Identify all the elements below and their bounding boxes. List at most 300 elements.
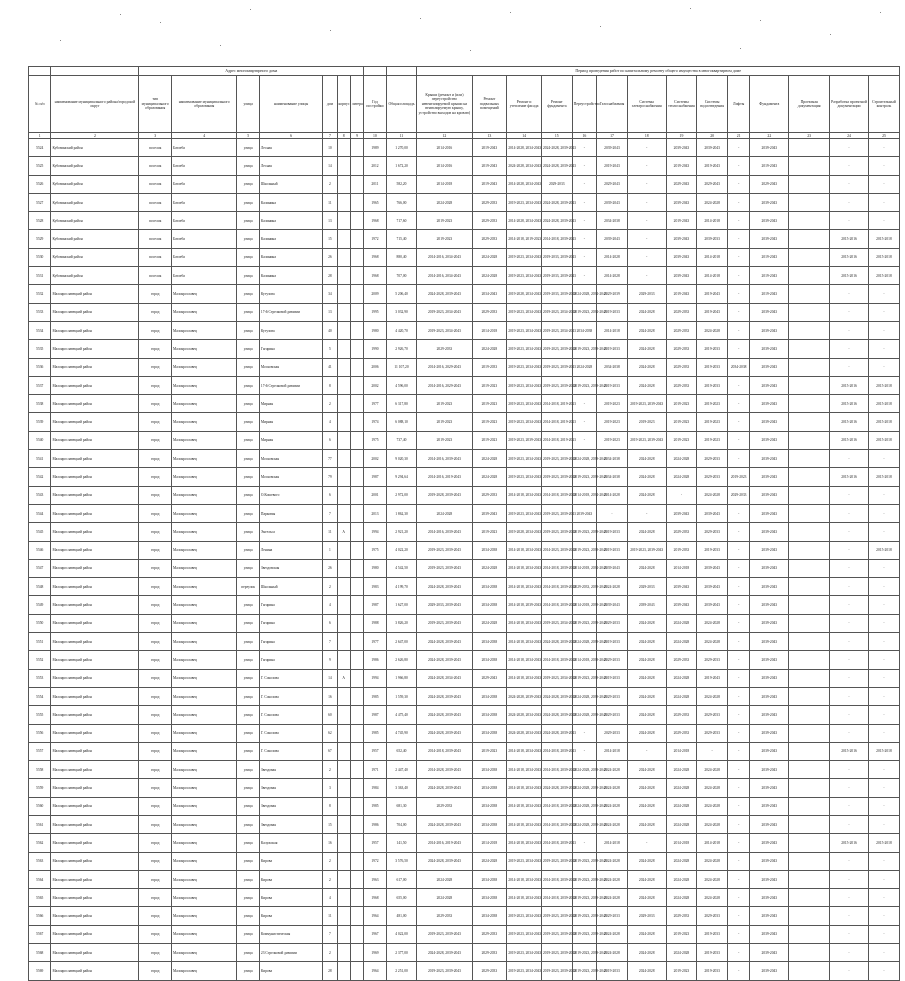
column-header: Ремонт и утепление фасада [507, 76, 542, 133]
table-cell: 2019-2023, 2039-2043 [541, 468, 572, 486]
table-cell: 2024-2028 [472, 248, 507, 266]
table-row [29, 340, 900, 358]
table-cell: 2019-2023 [472, 376, 507, 394]
table-cell: 2029-2033 [666, 523, 697, 541]
table-cell: 2019-2023, 2039-2043 [627, 541, 666, 559]
column-header: литера [350, 76, 363, 133]
table-cell: - [868, 486, 899, 504]
table-cell: 2039-2043 [750, 340, 789, 358]
table-cell: улица [237, 248, 259, 266]
table-cell: 2034-2038 [472, 687, 507, 705]
table-cell [789, 669, 830, 687]
table-cell: 2029-2033 [666, 358, 697, 376]
table-cell [350, 267, 363, 285]
table-cell: 2024-2028 [627, 486, 666, 504]
table-cell: город [139, 706, 172, 724]
table-row [29, 852, 900, 870]
table-cell: 2039-2043 [750, 651, 789, 669]
table-cell: Мирная [259, 431, 322, 449]
table-cell [789, 321, 830, 339]
table-cell: 77 [323, 450, 337, 468]
table-cell: 2015-2018 [868, 395, 899, 413]
table-cell: 2024-2028 [472, 852, 507, 870]
table-row [29, 157, 900, 175]
table-cell: 2024-2028 [697, 761, 728, 779]
table-cell: - [727, 889, 749, 907]
table-cell: 2019-2033 [697, 358, 728, 376]
table-cell: 2024-2028 [627, 468, 666, 486]
table-cell: 2024-2028, 2039-2043 [572, 779, 597, 797]
table-cell: 2014-2016 [417, 139, 472, 157]
table-cell: 5535 [29, 340, 51, 358]
table-cell: 2 [323, 852, 337, 870]
table-cell: - [868, 761, 899, 779]
table-cell: 2019-2023 [472, 413, 507, 431]
table-cell: - [572, 230, 597, 248]
table-cell: Кубовинский район [51, 248, 139, 266]
table-cell: 481,00 [386, 907, 417, 925]
table-cell: 2039-2043 [750, 834, 789, 852]
table-cell: 1985 [364, 724, 386, 742]
table-cell: 2024-2028 [697, 633, 728, 651]
table-cell: 2019-2023, 2039-2043 [541, 450, 572, 468]
table-cell: - [666, 486, 697, 504]
table-cell: 2024-2028 [627, 376, 666, 394]
table-cell: Звездовая [259, 797, 322, 815]
table-cell: 2034-2038 [472, 724, 507, 742]
table-cell [789, 687, 830, 705]
table-cell: - [727, 321, 749, 339]
table-cell: 2039-2043 [750, 212, 789, 230]
table-cell: улица [237, 450, 259, 468]
table-row [29, 815, 900, 833]
table-cell: 2039-2043 [697, 504, 728, 522]
table-cell: 2024-2028 [666, 815, 697, 833]
table-cell: 2039-2043 [750, 450, 789, 468]
table-cell [350, 578, 363, 596]
table-cell: Малоярославец [172, 376, 237, 394]
table-cell: 2024-2028 [627, 889, 666, 907]
table-cell: 2034-2038 [472, 797, 507, 815]
table-cell: 6 [323, 431, 337, 449]
table-cell: 2019-2023 [697, 413, 728, 431]
table-cell: 2019-2033 [697, 962, 728, 980]
table-cell: 2024-2028, 2039-2043 [541, 212, 572, 230]
table-cell: 5562 [29, 834, 51, 852]
table-cell: - [868, 139, 899, 157]
table-cell: улица [237, 907, 259, 925]
table-cell: - [572, 193, 597, 211]
table-cell: 2014-2018, 2034-2043 [507, 559, 542, 577]
table-cell: Кубовинский район [51, 212, 139, 230]
table-cell: 2039-2043 [666, 596, 697, 614]
table-row [29, 230, 900, 248]
table-cell: 2024-2028 [666, 450, 697, 468]
table-cell: Лесная [259, 157, 322, 175]
table-cell: 2014-2028, 2034-2043 [507, 139, 542, 157]
table-cell: 9 294,64 [386, 468, 417, 486]
table-cell: 2019-2023, 2034-2043 [507, 193, 542, 211]
table-cell: 2034-2038 [597, 468, 628, 486]
table-cell [350, 340, 363, 358]
table-cell: 2034-2038 [597, 212, 628, 230]
table-cell: 2019-2023 [697, 395, 728, 413]
table-cell: 2039-2043 [666, 139, 697, 157]
table-cell: 2 [323, 870, 337, 888]
table-cell: 2019-2023, 2039-2043 [572, 925, 597, 943]
table-cell: 2019-2023 [417, 230, 472, 248]
table-cell: 5553 [29, 669, 51, 687]
table-cell [350, 230, 363, 248]
table-cell: 2019-2023, 2034-2043 [507, 321, 542, 339]
table-cell: 2024-2028 [472, 340, 507, 358]
table-cell: улица [237, 761, 259, 779]
table-cell [350, 834, 363, 852]
table-cell: Малоярославецкий район [51, 669, 139, 687]
table-cell: 2 [323, 578, 337, 596]
table-cell: Кубовинский район [51, 193, 139, 211]
table-cell: 13 [323, 303, 337, 321]
table-cell: 2014-2016, 2019-2043 [417, 834, 472, 852]
table-cell: Малоярославецкий район [51, 907, 139, 925]
table-cell: - [868, 285, 899, 303]
scan-speck [830, 34, 831, 35]
table-cell: 2029-2033 [697, 651, 728, 669]
table-cell: поселок [139, 230, 172, 248]
table-cell: - [627, 267, 666, 285]
table-cell: 2024-2028 [597, 944, 628, 962]
table-cell: 2029-2033 [472, 962, 507, 980]
table-cell: 2024-2028 [627, 669, 666, 687]
table-row [29, 889, 900, 907]
table-cell: город [139, 944, 172, 962]
table-cell: 2019-2023, 2039-2043 [572, 468, 597, 486]
table-cell: 2024-2028 [597, 870, 628, 888]
table-cell: город [139, 925, 172, 943]
table-cell: 2039-2043 [750, 907, 789, 925]
table-cell: 5528 [29, 212, 51, 230]
column-number: 21 [727, 133, 749, 139]
table-cell: 2014-2018, 2019-2023 [541, 413, 572, 431]
table-cell: 2015-2018 [868, 468, 899, 486]
table-cell: - [868, 340, 899, 358]
table-cell: город [139, 962, 172, 980]
table-cell: 23 Стрелковой дивизии [259, 944, 322, 962]
table-cell: - [727, 431, 749, 449]
table-cell: - [727, 504, 749, 522]
table-cell: 2015-2016 [830, 230, 869, 248]
table-row [29, 578, 900, 596]
table-cell: - [830, 925, 869, 943]
table-cell [337, 633, 350, 651]
table-cell: 16 [323, 687, 337, 705]
table-cell [789, 212, 830, 230]
table-cell: 2034-2038 [727, 358, 749, 376]
table-cell: - [868, 779, 899, 797]
table-cell: 2024-2028, 2039-2043 [417, 724, 472, 742]
table-cell: 16 [323, 834, 337, 852]
table-cell: город [139, 321, 172, 339]
table-cell: 2019-2043 [666, 157, 697, 175]
table-cell: 2029-2033 [666, 706, 697, 724]
table-cell: 2039-2043 [666, 248, 697, 266]
table-cell: - [572, 724, 597, 742]
table-cell: 2019-2023, 2039-2043 [541, 907, 572, 925]
table-cell: 2014-2028 [597, 267, 628, 285]
table-cell: 2015-2016 [830, 468, 869, 486]
table-cell: 2039-2043 [750, 541, 789, 559]
table-cell: улица [237, 944, 259, 962]
table-cell: 2024-2028 [666, 870, 697, 888]
table-cell: 5556 [29, 724, 51, 742]
table-cell: 2024-2028 [627, 944, 666, 962]
table-cell: 2019-2043 [750, 267, 789, 285]
table-cell [789, 761, 830, 779]
table-cell: 2012 [364, 157, 386, 175]
table-cell: 5 206,40 [386, 285, 417, 303]
table-cell [789, 596, 830, 614]
table-cell [337, 267, 350, 285]
table-cell: улица [237, 303, 259, 321]
table-cell: 2029-2033 [666, 651, 697, 669]
table-cell: 2019-2023, 2039-2043 [572, 614, 597, 632]
table-cell: Малоярославецкий район [51, 852, 139, 870]
table-cell [789, 358, 830, 376]
table-cell: - [727, 139, 749, 157]
table-cell: 2015-2018 [868, 230, 899, 248]
table-cell: - [830, 486, 869, 504]
column-header-row [29, 76, 900, 133]
table-cell: улица [237, 797, 259, 815]
table-cell: 2014-2018 [666, 834, 697, 852]
table-cell: - [830, 303, 869, 321]
table-cell: город [139, 358, 172, 376]
table-cell: 2024-2028 [666, 797, 697, 815]
table-cell: - [727, 962, 749, 980]
table-cell: 2024-2028 [597, 797, 628, 815]
table-cell: 2029-2033 [417, 340, 472, 358]
table-cell: 2019-2033 [597, 669, 628, 687]
table-cell: - [830, 193, 869, 211]
table-row [29, 468, 900, 486]
table-cell: 2019-2023, 2034-2043 [507, 248, 542, 266]
table-cell: - [868, 944, 899, 962]
table-cell: город [139, 504, 172, 522]
table-cell: улица [237, 230, 259, 248]
table-cell: Гагарина [259, 633, 322, 651]
column-number: 16 [572, 133, 597, 139]
table-cell: Кутузова [259, 285, 322, 303]
table-cell: - [868, 157, 899, 175]
column-header: улица [237, 76, 259, 133]
table-cell: 67 [323, 742, 337, 760]
table-cell: - [830, 779, 869, 797]
table-cell: улица [237, 925, 259, 943]
table-cell: Калинина [259, 212, 322, 230]
table-cell: 2 926,70 [386, 340, 417, 358]
table-cell: улица [237, 358, 259, 376]
table-cell: - [727, 541, 749, 559]
table-cell: 2024-2028 [627, 303, 666, 321]
table-cell: - [868, 962, 899, 980]
table-cell: 617,00 [386, 870, 417, 888]
table-cell: - [868, 523, 899, 541]
table-cell: 5551 [29, 633, 51, 651]
table-cell: 5566 [29, 907, 51, 925]
table-cell: Малоярославец [172, 450, 237, 468]
column-number: 3 [139, 133, 172, 139]
table-cell: Калинина [259, 267, 322, 285]
column-number: 4 [172, 133, 237, 139]
table-cell: - [868, 321, 899, 339]
table-cell: 2029-2043 [750, 175, 789, 193]
table-cell: - [868, 706, 899, 724]
table-cell: поселок [139, 175, 172, 193]
scan-speck [250, 9, 251, 10]
table-cell: 2039-2043 [750, 395, 789, 413]
table-cell: 2024-2028, 2039-2043 [417, 706, 472, 724]
table-cell: 2015-2016 [830, 431, 869, 449]
table-cell [789, 779, 830, 797]
table-cell: 2029-2033 [627, 578, 666, 596]
table-cell: 2039-2043 [750, 962, 789, 980]
table-cell: 2039-2043 [750, 669, 789, 687]
table-cell: Малоярославец [172, 358, 237, 376]
table-cell: - [727, 193, 749, 211]
table-cell: - [868, 687, 899, 705]
table-cell [789, 541, 830, 559]
table-cell: поселок [139, 157, 172, 175]
table-cell [789, 815, 830, 833]
table-cell: - [830, 633, 869, 651]
table-cell: Малоярославец [172, 504, 237, 522]
table-cell: Малоярославец [172, 889, 237, 907]
table-cell: 2039-2043 [750, 852, 789, 870]
table-cell: 2039-2043 [750, 633, 789, 651]
table-cell: Калинина [259, 248, 322, 266]
table-cell: 2019-2023 [472, 431, 507, 449]
table-cell: 1971 [364, 761, 386, 779]
table-cell: 2014-2018, 2034-2043 [507, 651, 542, 669]
table-cell: 582,20 [386, 175, 417, 193]
table-cell: 2014-2018 [597, 742, 628, 760]
table-cell: 2029-2033 [697, 724, 728, 742]
table-cell: 2015-2018 [868, 376, 899, 394]
table-cell: 2034-2043 [472, 285, 507, 303]
table-cell [337, 596, 350, 614]
table-cell [337, 852, 350, 870]
table-cell: Малоярославецкий район [51, 633, 139, 651]
table-cell: 1975 [364, 541, 386, 559]
column-header: корпус [337, 76, 350, 133]
table-cell: Кирова [259, 870, 322, 888]
table-cell: 2014-2018, 2039-2043 [507, 596, 542, 614]
table-cell: - [868, 450, 899, 468]
column-header: Общая площадь [386, 76, 417, 133]
table-cell: - [727, 852, 749, 870]
table-cell: 1 270,00 [386, 139, 417, 157]
table-cell: 10 [323, 139, 337, 157]
table-cell: 2019-2033 [697, 376, 728, 394]
table-cell: 2019-2023, 2039-2043 [417, 541, 472, 559]
table-cell: 2024-2028, 2039-2043 [541, 724, 572, 742]
table-cell: 5561 [29, 815, 51, 833]
scan-margin [0, 0, 905, 60]
table-cell: Малоярославец [172, 724, 237, 742]
table-cell: 2024-2028, 2039-2043 [507, 687, 542, 705]
table-cell: 2015-2016 [830, 376, 869, 394]
table-cell: 2024-2028 [627, 321, 666, 339]
table-cell: 1957 [364, 834, 386, 852]
table-row [29, 285, 900, 303]
table-cell: 2019-2023, 2039-2043 [572, 852, 597, 870]
table-cell: 2019-2023, 2034-2043 [507, 962, 542, 980]
table-cell: улица [237, 193, 259, 211]
column-number: 19 [666, 133, 697, 139]
table-cell: 2034-2038 [472, 578, 507, 596]
table-cell: Кирова [259, 852, 322, 870]
table-cell: 2014-2018, 2034-2043 [572, 559, 597, 577]
table-cell: 2019-2033 [472, 358, 507, 376]
table-cell: - [727, 742, 749, 760]
table-cell: 1995 [364, 303, 386, 321]
table-cell: 4 022,00 [386, 925, 417, 943]
table-cell: - [627, 157, 666, 175]
table-cell: 2029-2033 [597, 706, 628, 724]
table-cell: 5558 [29, 761, 51, 779]
table-cell: - [727, 248, 749, 266]
table-cell [350, 358, 363, 376]
table-cell [337, 925, 350, 943]
table-cell [337, 706, 350, 724]
table-cell: 6 [323, 614, 337, 632]
table-cell [789, 742, 830, 760]
column-number: 5 [237, 133, 259, 139]
table-cell: 2014-2028, 2034-2043 [507, 175, 542, 193]
table-cell: улица [237, 468, 259, 486]
table-cell: 2014-2018, 2039-2043 [541, 742, 572, 760]
table-cell: 2014-2018, 2034-2043 [507, 669, 542, 687]
table-cell: Г. Соколова [259, 687, 322, 705]
table-cell: 2034-2038 [572, 321, 597, 339]
table-cell: 2019-2043 [697, 285, 728, 303]
table-cell [350, 907, 363, 925]
table-cell: 7 [323, 925, 337, 943]
table-cell: 8 [323, 797, 337, 815]
table-cell: 2014-2018 [697, 248, 728, 266]
column-number: 12 [417, 133, 472, 139]
table-cell [350, 633, 363, 651]
table-cell [337, 651, 350, 669]
table-cell: город [139, 578, 172, 596]
table-cell: 2039-2043 [750, 193, 789, 211]
table-cell: 2014-2018 [666, 559, 697, 577]
table-cell: - [830, 285, 869, 303]
table-cell: 2039-2043 [666, 230, 697, 248]
table-cell: 2015-2018 [868, 431, 899, 449]
table-cell: 8 [323, 376, 337, 394]
table-cell: 2015-2016 [830, 413, 869, 431]
table-cell: - [727, 559, 749, 577]
table-cell: 2024-2028 [627, 450, 666, 468]
table-cell: Малоярославецкий район [51, 815, 139, 833]
table-cell: - [830, 724, 869, 742]
table-cell: 2019-2043 [472, 175, 507, 193]
table-cell [789, 395, 830, 413]
table-cell: улица [237, 413, 259, 431]
table-cell: город [139, 559, 172, 577]
table-cell: 2014-2018, 2034-2043 [507, 633, 542, 651]
